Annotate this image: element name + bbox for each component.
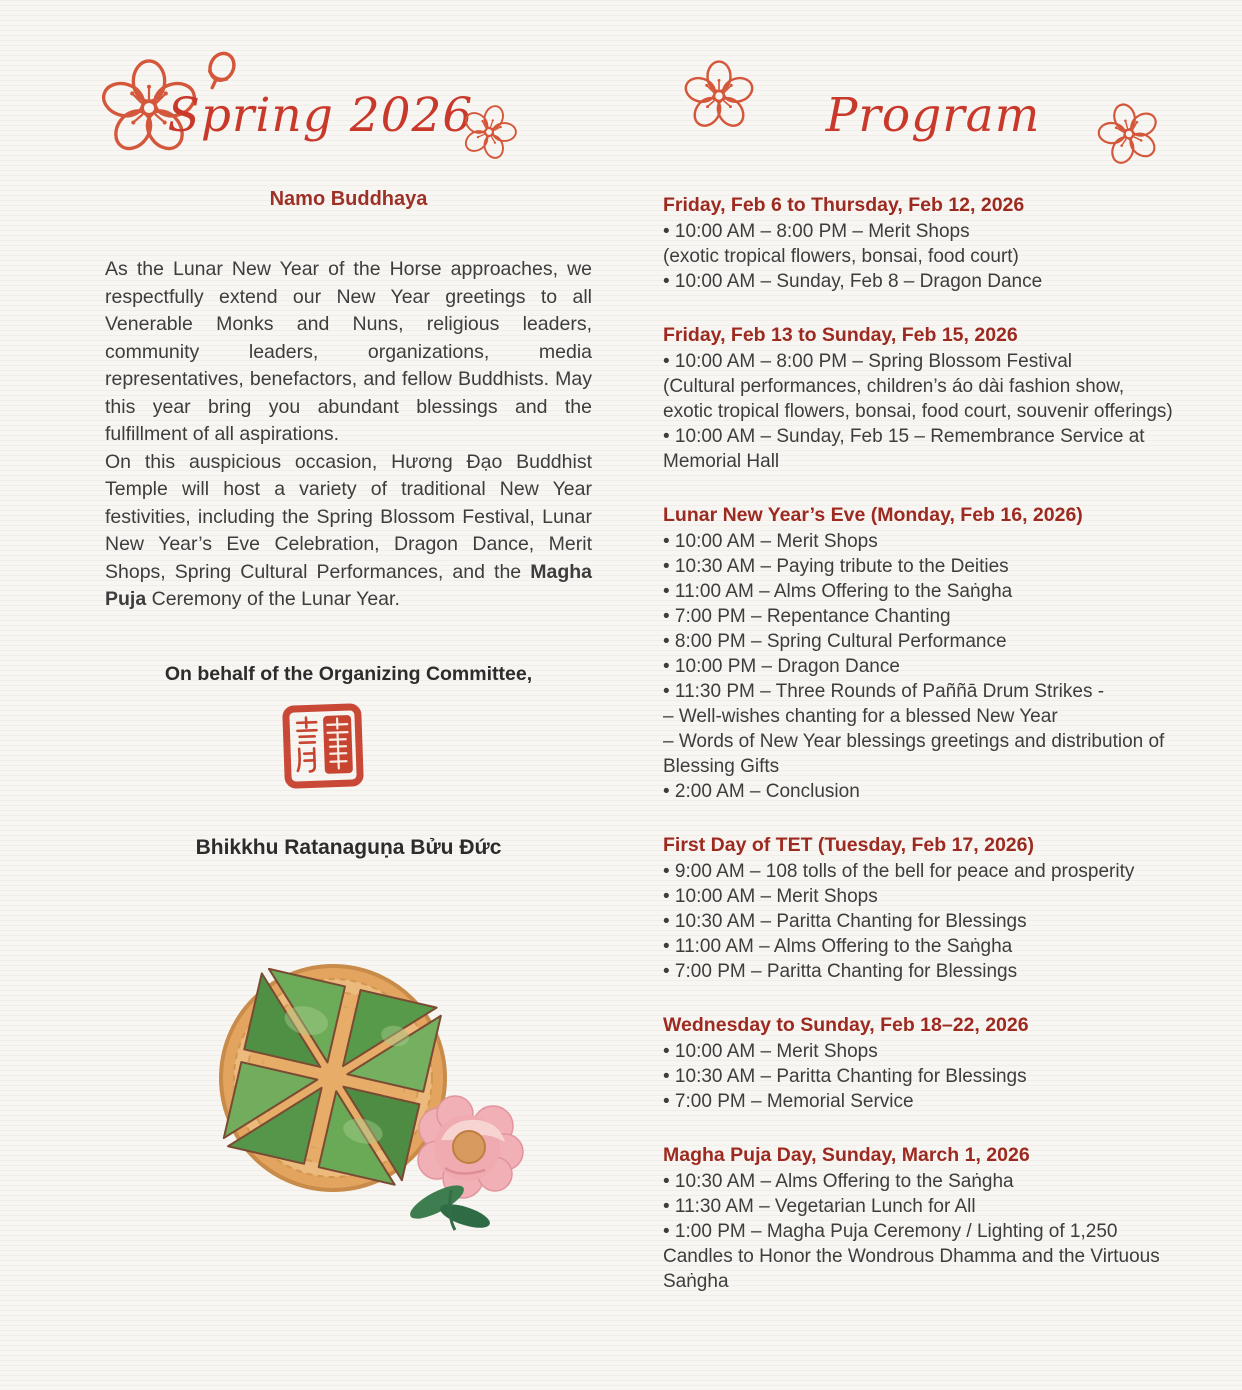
program-line: Candles to Honor the Wondrous Dhamma and the Virtuous (663, 1246, 1160, 1267)
salutation: Namo Buddhaya (269, 188, 428, 210)
program-section (663, 833, 1203, 984)
section-heading: Lunar New Year’s Eve (Monday, Feb 16, 2026) (663, 504, 1083, 526)
program-line: • 10:00 AM – Merit Shops (663, 1041, 878, 1062)
program-section (663, 193, 1203, 294)
program-title: Program (825, 88, 1041, 143)
program-line: • 8:00 PM – Spring Cultural Performance (663, 631, 1007, 652)
program-line: • 11:30 PM – Three Rounds of Paññā Drum Strikes - (663, 681, 1105, 702)
program-line: Saṅgha (663, 1271, 729, 1292)
program-line: • 9:00 AM – 108 tolls of the bell for peace and prosperity (663, 861, 1135, 882)
program-line: • 11:00 AM – Alms Offering to the Saṅgha (663, 581, 1013, 602)
program-line: exotic tropical flowers, bonsai, food court, souvenir offerings) (663, 401, 1173, 422)
program-line: • 10:00 AM – 8:00 PM – Spring Blossom Festival (663, 351, 1073, 372)
program-line: Memorial Hall (663, 451, 780, 472)
program-line: (exotic tropical flowers, bonsai, food court) (663, 246, 1019, 267)
banh-chung-illustration (215, 928, 565, 1268)
program-schedule (663, 193, 1203, 1323)
signoff-line: On behalf of the Organizing Committee, (164, 663, 533, 685)
program-line: – Well-wishes chanting for a blessed New Year (663, 706, 1058, 727)
program-line: – Words of New Year blessings greetings and distribution of (663, 731, 1165, 752)
program-line: (Cultural performances, children’s áo dài fashion show, (663, 376, 1125, 397)
section-heading: Friday, Feb 13 to Sunday, Feb 15, 2026 (663, 324, 1018, 346)
signatory-name: Bhikkhu Ratanaguṇa Bửu Đức (195, 836, 502, 859)
program-line: • 2:00 AM – Conclusion (663, 781, 860, 802)
program-line: • 11:00 AM – Alms Offering to the Saṅgha (663, 936, 1013, 957)
greeting-paragraph-2-text: On this auspicious occasion, Hương Đạo Buddhist Temple will host a variety of traditional New Year festivities, including the Spring Blossom Festival, Lunar New Year’s Eve Celebration, Dragon Dance, Merit Shops, Spring Cultural Performances, and the (105, 450, 592, 583)
program-line: • 10:30 AM – Paritta Chanting for Blessings (663, 911, 1027, 932)
magha-puja-emphasis: Magha Puja (105, 560, 592, 610)
section-heading: First Day of TET (Tuesday, Feb 17, 2026) (663, 834, 1034, 856)
greeting-paragraph-1: As the Lunar New Year of the Horse approaches, we respectfully extend our New Year greetings to all Venerable Monks and Nuns, religious leaders, community leaders, organizations, media representatives, benefactors, and fellow Buddhists. May this year bring you abundant blessings and the fulfillment of all aspirations. (105, 258, 592, 445)
program-line: • 10:30 AM – Paying tribute to the Deities (663, 556, 1009, 577)
program-section (663, 323, 1203, 474)
program-line: • 10:30 AM – Paritta Chanting for Blessings (663, 1066, 1027, 1087)
program-line: • 10:00 AM – Sunday, Feb 15 – Remembrance Service at (663, 426, 1145, 447)
spring-title: Spring 2026 (167, 88, 474, 143)
greeting-paragraph-2-tail: Ceremony of the Lunar Year. (146, 588, 400, 610)
program-line: • 7:00 PM – Repentance Chanting (663, 606, 951, 627)
greeting-paragraph-2 (105, 449, 592, 614)
program-line: • 1:00 PM – Magha Puja Ceremony / Lighting of 1,250 (663, 1221, 1118, 1242)
program-line: Blessing Gifts (663, 756, 780, 777)
program-line: • 7:00 PM – Paritta Chanting for Blessings (663, 961, 1018, 982)
program-line: • 10:00 AM – Merit Shops (663, 531, 878, 552)
program-line: • 11:30 AM – Vegetarian Lunch for All (663, 1196, 976, 1217)
program-line: • 10:00 AM – Sunday, Feb 8 – Dragon Dance (663, 271, 1043, 292)
peony-flower (406, 1096, 523, 1233)
program-line: • 7:00 PM – Memorial Service (663, 1091, 914, 1112)
program-line: • 10:00 AM – Merit Shops (663, 886, 878, 907)
section-heading: Friday, Feb 6 to Thursday, Feb 12, 2026 (663, 194, 1025, 216)
program-section (663, 1013, 1203, 1114)
program-section (663, 1143, 1203, 1294)
section-heading: Magha Puja Day, Sunday, March 1, 2026 (663, 1144, 1030, 1166)
temple-seal-icon (282, 702, 365, 791)
program-line: • 10:00 AM – 8:00 PM – Merit Shops (663, 221, 970, 242)
greeting-text (105, 256, 592, 614)
section-heading: Wednesday to Sunday, Feb 18–22, 2026 (663, 1014, 1029, 1036)
program-section (663, 503, 1203, 804)
program-line: • 10:30 AM – Alms Offering to the Saṅgha (663, 1171, 1014, 1192)
program-line: • 10:00 PM – Dragon Dance (663, 656, 900, 677)
